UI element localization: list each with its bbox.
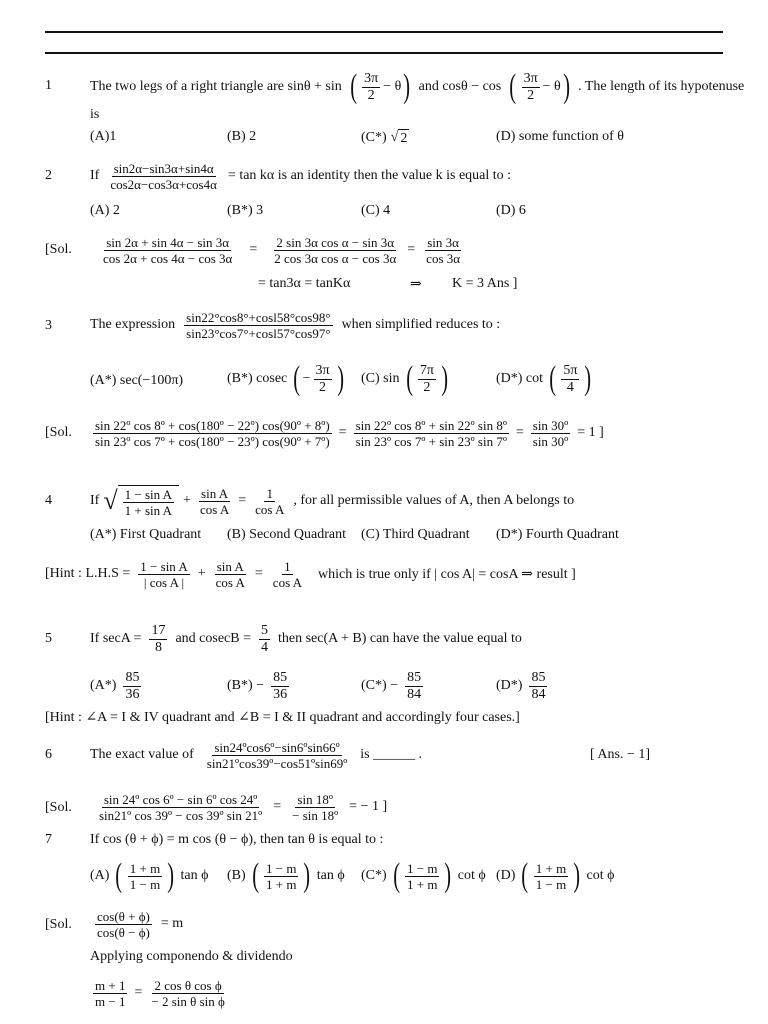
option-b[interactable]: (B*) cosec ( − $\frac{3\pi}{2}$ ) [227, 360, 344, 397]
solution-text: Applying componendo & dividendo [90, 949, 293, 964]
solution-tag: [Sol. [45, 425, 72, 440]
fraction: $\frac{\text{sin A}}{\text{cos A}}$ [199, 485, 230, 517]
option-c[interactable]: (C*) − $\frac{85}{84}$ [361, 669, 422, 702]
solution-text: = tan3α = tanKα [258, 276, 351, 291]
fraction: $\frac{\text{sin 18º}}{\text{− sin 18º}}$ [292, 791, 339, 823]
question-number: 7 [45, 832, 52, 847]
solution-2-line2 [0, 276, 768, 294]
option-d[interactable]: (D*) $\frac{85}{84}$ [496, 669, 546, 702]
solution-2: [Sol. $\frac{\sin 2\alpha + \sin 4\alpha - \sin 3\alpha}{\cos 2\alpha + \cos 4\alpha - \cos 3\alpha}$ = $\frac{\text{2 sin 3α cos α − sin 3α}}{\text{2 cos 3α cos α − cos 3α}}$ = $\frac{\sin 3\alpha}{\cos 3\alpha}$ [45, 234, 461, 266]
question-number: 2 [45, 168, 52, 183]
fraction: $\frac{7\pi}{2}$ [419, 362, 434, 395]
fraction: $\frac{m + 1}{m - 1}$ [95, 977, 126, 1009]
fraction: $\frac{85}{84}$ [407, 669, 422, 702]
question-number: 6 [45, 747, 52, 762]
fraction: $\frac{\text{sin24ºcos6º−sin6ºsin66º}}{\text{sin21ºcos39º−cos51ºsin69º}}$ [206, 739, 348, 771]
options-q3 [0, 362, 768, 402]
question-text: and cosθ − cos [418, 79, 502, 94]
option-c[interactable]: (C*) √ 2 [361, 130, 408, 146]
solution-3: [Sol. $\frac{\text{sin 22º cos 8º + cos(180º − 22º) cos(90º + 8º)}}{\text{sin 23º cos 7º + cos(180º − 23º) cos(90º + 7º)}}$ = $\frac{\text{sin 22º cos 8º + sin 22º sin 8º}}{\text{sin 23º cos 7º + sin 23º sin 7º}}$ = $\frac{\text{sin 30º}}{\text{sin 30º}}$ = 1 ] [45, 417, 604, 449]
fraction: $\frac{1 - m}{1 + m}$ [266, 860, 297, 892]
options-q5 [0, 666, 768, 706]
answer-label: [ Ans. − 1] [589, 747, 650, 762]
question-text: is ______ . [360, 747, 423, 762]
fraction: $\frac{\text{sin 24º cos 6º − sin 6º cos 24º}}{\text{sin21º cos 39º − cos 39º sin 21º}}$ [99, 791, 263, 823]
option-b[interactable]: (B*) − $\frac{85}{36}$ [227, 669, 288, 702]
option-d[interactable]: (D*) Fourth Quadrant [496, 527, 619, 542]
fraction: $\frac{1 - m}{1 + m}$ [407, 860, 438, 892]
fraction: $\frac{85}{36}$ [273, 669, 288, 702]
hint-text: [Hint : ∠A = I & IV quadrant and ∠B = I & II quadrant and accordingly four cases.] [45, 710, 520, 725]
option-d[interactable]: (D*) cot ( $\frac{5\pi}{4}$ ) [496, 360, 592, 397]
question-text-cont: is [90, 107, 100, 122]
question-text: when simplified reduces to : [341, 317, 501, 332]
solution-7: [Sol. $\frac{\cos(\theta + \phi)}{\cos(\theta - \phi)}$ = m [45, 908, 184, 940]
question-number: 1 [45, 78, 52, 93]
question-text: , for all permissible values of A, then A belongs to [293, 493, 575, 508]
fraction: $\frac{\text{sin 22º cos 8º + sin 22º sin 8º}}{\text{sin 23º cos 7º + sin 23º sin 7º}}$ [355, 417, 507, 449]
fraction: $\frac{\sin 3\alpha}{\cos 3\alpha}$ [426, 234, 461, 266]
hint-5 [0, 709, 768, 727]
fraction: $\frac{\text{1 − sin A}}{\text{| cos A |}}$ [140, 558, 188, 590]
option-a[interactable]: (A*) sec(−100π) [90, 373, 184, 388]
solution-7-line2 [0, 949, 768, 967]
option-b[interactable]: (B) 2 [227, 129, 257, 144]
solution-tag: [Sol. [45, 800, 72, 815]
fraction: $\frac{5}{4}$ [260, 622, 268, 655]
question-text: then sec(A + B) can have the value equal to [277, 631, 522, 646]
fraction: $\frac{1}{\text{cos A}}$ [255, 485, 285, 517]
option-d[interactable]: (D) 6 [496, 203, 526, 218]
question-3 [0, 304, 768, 346]
fraction: $\frac{3\pi}{2}$ [523, 70, 538, 103]
question-text: If [90, 493, 100, 508]
paren-group: ( $\frac{3\pi}{2}$ − θ ) [350, 68, 411, 105]
fraction: $\frac{5\pi}{4}$ [563, 362, 578, 395]
question-4: 4 If √ $\frac{\text{1 − sin A}}{\text{1 + sin A}}$ + $\frac{\text{sin A}}{\text{cos A}}$ = $\frac{1}{\text{cos A}}$ , for all permissible values of A, then A belongs to [45, 485, 575, 518]
solution-result: = − 1 ] [349, 799, 388, 814]
fraction: $\frac{\text{2 cos θ cos ϕ}}{\text{− 2 sin θ sin ϕ}}$ [151, 977, 225, 1009]
question-2 [0, 156, 768, 196]
implies-symbol: ⇒ [410, 277, 422, 292]
solution-result: = 1 ] [577, 425, 604, 440]
hint-4: [Hint : L.H.S = $\frac{\text{1 − sin A}}{\text{| cos A |}}$ + $\frac{\text{sin A}}{\text{cos A}}$ = $\frac{1}{\text{cos A}}$ which is true only if | cos A| = cosA ⇒ result ] [45, 558, 576, 590]
question-text: If secA = [90, 631, 142, 646]
fraction: $\frac{\sin 2\alpha-\sin 3\alpha+\sin 4\alpha}{\cos 2\alpha-\cos 3\alpha+\cos 4\alpha}$ [110, 160, 217, 192]
fraction: $\frac{1 + m}{1 - m}$ [129, 860, 161, 892]
fraction: $\frac{\text{sin A}}{\text{cos A}}$ [215, 558, 245, 590]
option-c[interactable]: (C) sin ( $\frac{7\pi}{2}$ ) [361, 360, 448, 397]
question-text: The two legs of a right triangle are sinθ + sin [90, 79, 342, 94]
solution-6: [Sol. $\frac{\text{sin 24º cos 6º − sin 6º cos 24º}}{\text{sin21º cos 39º − cos 39º sin 21º}}$ = $\frac{\text{sin 18º}}{\text{− sin 18º}}$ = − 1 ] [45, 791, 388, 823]
options-q4 [0, 527, 768, 547]
fraction: $\frac{\sin 2\alpha + \sin 4\alpha - \sin 3\alpha}{\cos 2\alpha + \cos 4\alpha - \cos 3\alpha}$ [103, 234, 233, 266]
fraction: $\frac{3\pi}{2}$ [364, 70, 379, 103]
option-a[interactable]: (A) ( $\frac{1 + m}{1 - m}$ ) tan ϕ [90, 857, 209, 894]
option-b[interactable]: (B) Second Quadrant [227, 527, 346, 542]
solution-tag: [Sol. [45, 242, 72, 257]
question-text: If cos (θ + ϕ) = m cos (θ − ϕ), then tan θ is equal to : [90, 832, 384, 847]
question-number: 5 [45, 631, 52, 646]
question-text: The expression [90, 317, 176, 332]
fraction: $\frac{17}{8}$ [151, 622, 166, 655]
fraction: $\frac{1}{\text{cos A}}$ [272, 558, 303, 590]
fraction: $\frac{\text{sin 22º cos 8º + cos(180º − 22º) cos(90º + 8º)}}{\text{sin 23º cos 7º + cos(180º − 23º) cos(90º + 7º)}}$ [95, 417, 330, 449]
option-b[interactable]: (B*) 3 [227, 203, 264, 218]
sqrt: √ $\frac{\text{1 − sin A}}{\text{1 + sin A}}$ [103, 485, 179, 518]
option-c[interactable]: (C) 4 [361, 203, 391, 218]
option-b[interactable]: (B) ( $\frac{1 - m}{1 + m}$ ) tan ϕ [227, 857, 345, 894]
fraction: $\frac{3\pi}{2}$ [315, 362, 330, 395]
option-a[interactable]: (A)1 [90, 129, 117, 144]
fraction: $\frac{1 + m}{1 - m}$ [535, 860, 567, 892]
question-number: 4 [45, 493, 52, 508]
fraction: $\frac{85}{36}$ [125, 669, 140, 702]
question-text: If [90, 168, 100, 183]
option-c[interactable]: (C*) ( $\frac{1 - m}{1 + m}$ ) cot ϕ [361, 857, 486, 894]
top-rule-1 [45, 31, 723, 33]
options-q1 [0, 127, 768, 149]
fraction: $\frac{85}{84}$ [531, 669, 546, 702]
solution-tag: [Sol. [45, 917, 72, 932]
fraction: $\frac{\cos(\theta + \phi)}{\cos(\theta - \phi)}$ [97, 908, 150, 940]
question-6 [0, 735, 768, 775]
question-7 [0, 832, 768, 850]
fraction: $\frac{\text{sin 30º}}{\text{sin 30º}}$ [532, 417, 569, 449]
hint-text: which is true only if | cos A| = cosA ⇒ result ] [318, 566, 576, 582]
paren-group: ( $\frac{3\pi}{2}$ − θ ) [509, 68, 570, 105]
option-d[interactable]: (D) ( $\frac{1 + m}{1 - m}$ ) cot ϕ [496, 857, 615, 894]
top-rule-2 [45, 52, 723, 54]
option-a[interactable]: (A*) First Quadrant [90, 527, 202, 542]
fraction: $\frac{\sin 22^\circ\cos 8^\circ+\cos l58^\circ\cos 98^\circ}{\sin 23^\circ\cos 7^\circ+\cos l57^\circ\cos 97^\circ}$ [186, 309, 331, 341]
question-5 [0, 619, 768, 659]
option-a[interactable]: (A) 2 [90, 203, 120, 218]
question-1 [0, 68, 768, 106]
question-text: . The length of its hypotenuse [578, 79, 745, 94]
solution-result: K = 3 Ans ] [452, 276, 518, 291]
sqrt: √ 2 [390, 130, 408, 146]
option-c[interactable]: (C) Third Quadrant [361, 527, 470, 542]
fraction: $\frac{\text{2 sin 3α cos α − sin 3α}}{\text{2 cos 3α cos α − cos 3α}}$ [274, 234, 397, 266]
options-q2 [0, 203, 768, 223]
hint-tag: [Hint : L.H.S = [45, 566, 131, 581]
solution-7-line3: $\frac{m + 1}{m - 1}$ = $\frac{\text{2 cos θ cos ϕ}}{\text{− 2 sin θ sin ϕ}}$ [95, 977, 225, 1009]
question-text: and cosecB = [175, 631, 251, 646]
question-text: The exact value of [90, 747, 194, 762]
question-number: 3 [45, 318, 52, 333]
fraction: $\frac{\text{1 − sin A}}{\text{1 + sin A}}$ [124, 486, 173, 518]
question-text: = tan kα is an identity then the value k is equal to : [227, 168, 512, 183]
option-a[interactable]: (A*) $\frac{85}{36}$ [90, 669, 140, 702]
options-q7 [0, 855, 768, 897]
option-d[interactable]: (D) some function of θ [496, 129, 625, 144]
